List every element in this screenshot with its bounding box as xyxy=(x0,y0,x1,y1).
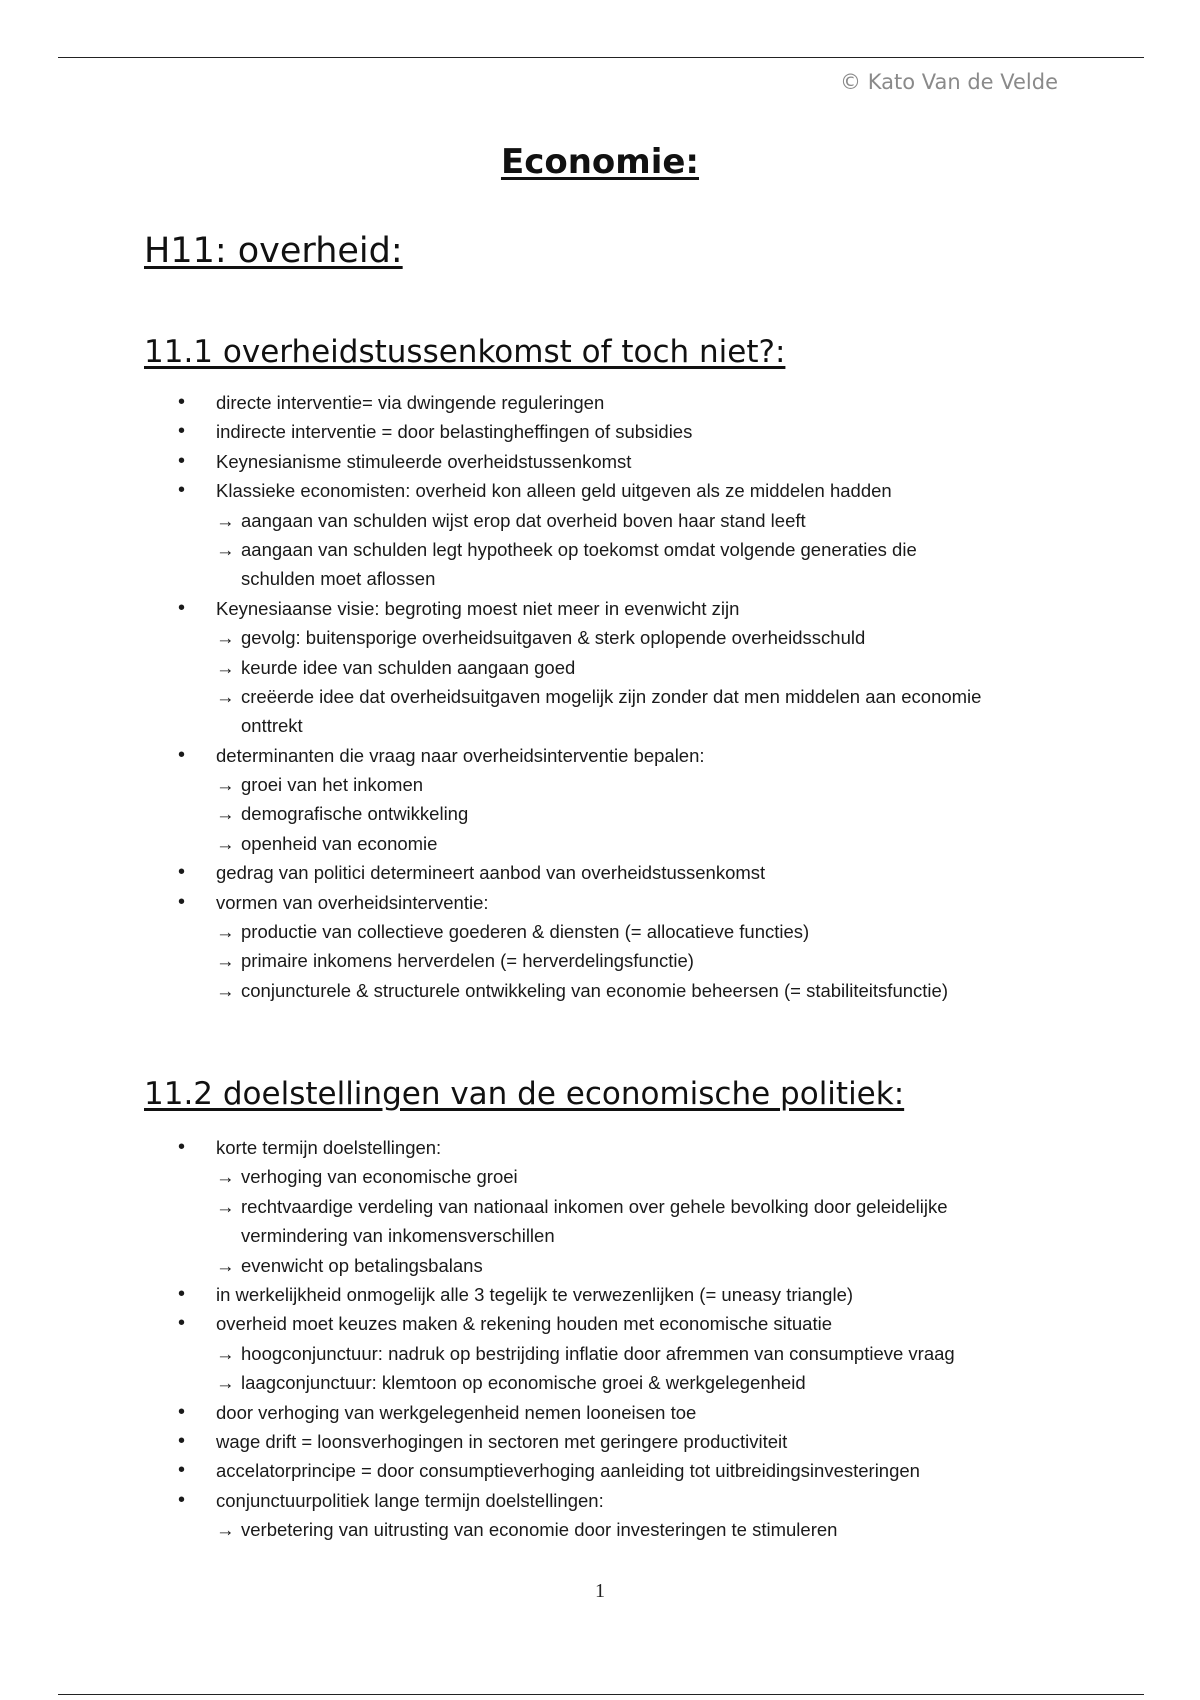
arrow-icon: → xyxy=(216,538,235,560)
arrow-item-text: verhoging van economische groei xyxy=(241,1166,518,1188)
bullet-item: • korte termijn doelstellingen: xyxy=(174,1133,1074,1162)
footer-rule xyxy=(58,1694,1144,1695)
bullet-item: • directe interventie= via dwingende reguleringen xyxy=(174,388,1074,417)
arrow-icon: → xyxy=(216,509,235,531)
arrow-icon: → xyxy=(216,832,235,854)
arrow-item-text: hoogconjunctuur: nadruk op bestrijding inflatie door afremmen van consumptieve vraag xyxy=(241,1342,955,1364)
arrow-item-text: creëerde idee dat overheidsuitgaven mogelijk zijn zonder dat men middelen aan economie xyxy=(241,685,982,707)
arrow-icon: → xyxy=(216,1195,235,1217)
arrow-item-text: gevolg: buitensporige overheidsuitgaven & sterk oplopende overheidsschuld xyxy=(241,627,866,649)
arrow-icon: → xyxy=(216,1519,235,1541)
bullet-item: • Klassieke economisten: overheid kon alleen geld uitgeven als ze middelen hadden xyxy=(174,476,1074,505)
arrow-item xyxy=(174,917,1074,946)
arrow-item xyxy=(174,535,1074,564)
arrow-item-text: conjuncturele & structurele ontwikkeling van economie beheersen (= stabiliteitsfunctie) xyxy=(241,979,948,1001)
bullet-item: • in werkelijkheid onmogelijk alle 3 tegelijk te verwezenlijken (= uneasy triangle) xyxy=(174,1280,1074,1309)
arrow-item xyxy=(174,1368,1074,1397)
arrow-item-text: evenwicht op betalingsbalans xyxy=(241,1254,483,1276)
page-number: 1 xyxy=(595,1580,605,1602)
bullet-item: • determinanten die vraag naar overheidsinterventie bepalen: xyxy=(174,741,1074,770)
bullet-item: • Keynesianisme stimuleerde overheidstussenkomst xyxy=(174,447,1074,476)
arrow-item-text: groei van het inkomen xyxy=(241,774,424,796)
arrow-item xyxy=(174,1251,1074,1280)
arrow-icon: → xyxy=(216,656,235,678)
arrow-icon: → xyxy=(216,1372,235,1394)
bullet-item: • conjunctuurpolitiek lange termijn doelstellingen: xyxy=(174,1486,1074,1515)
arrow-item xyxy=(174,976,1074,1005)
arrow-item-text: openheid van economie xyxy=(241,832,438,854)
arrow-item xyxy=(174,623,1074,652)
arrow-icon: → xyxy=(216,803,235,825)
continuation-line: onttrekt xyxy=(241,715,303,737)
continuation-line: schulden moet aflossen xyxy=(241,568,436,590)
arrow-icon: → xyxy=(216,979,235,1001)
arrow-item xyxy=(174,1162,1074,1191)
arrow-icon: → xyxy=(216,1342,235,1364)
section-heading-11-1: 11.1 overheidstussenkomst of toch niet?: xyxy=(144,334,786,370)
section-11-1-list xyxy=(174,388,1074,1005)
document-title: Economie: xyxy=(500,142,700,182)
section-heading-11-2: 11.2 doelstellingen van de economische politiek: xyxy=(144,1076,905,1112)
bullet-item: • door verhoging van werkgelegenheid nemen looneisen toe xyxy=(174,1398,1074,1427)
arrow-item xyxy=(174,1192,1074,1221)
arrow-item-text: keurde idee van schulden aangaan goed xyxy=(241,656,576,678)
header-rule xyxy=(58,57,1144,58)
section-11-2-list xyxy=(174,1133,1074,1544)
bullet-item: • Keynesiaanse visie: begroting moest niet meer in evenwicht zijn xyxy=(174,594,1074,623)
arrow-icon: → xyxy=(216,950,235,972)
arrow-item xyxy=(174,682,1074,711)
arrow-item-text: demografische ontwikkeling xyxy=(241,803,469,825)
arrow-item-text: laagconjunctuur: klemtoon op economische groei & werkgelegenheid xyxy=(241,1372,806,1394)
arrow-item xyxy=(174,829,1074,858)
bullet-item: • gedrag van politici determineert aanbod van overheidstussenkomst xyxy=(174,858,1074,887)
arrow-item xyxy=(174,506,1074,535)
arrow-item xyxy=(174,1515,1074,1544)
arrow-icon: → xyxy=(216,1254,235,1276)
arrow-item xyxy=(174,653,1074,682)
arrow-item-text: rechtvaardige verdeling van nationaal inkomen over gehele bevolking door geleidelijke xyxy=(241,1195,948,1217)
arrow-item xyxy=(174,799,1074,828)
bullet-item: • wage drift = loonsverhogingen in sectoren met geringere productiviteit xyxy=(174,1427,1074,1456)
arrow-icon: → xyxy=(216,627,235,649)
arrow-item-text: primaire inkomens herverdelen (= herverdelingsfunctie) xyxy=(241,950,694,972)
continuation-line: vermindering van inkomensverschillen xyxy=(241,1225,555,1247)
chapter-heading: H11: overheid: xyxy=(144,231,403,271)
arrow-item xyxy=(174,1339,1074,1368)
copyright-notice: © Kato Van de Velde xyxy=(840,70,1058,94)
arrow-item-text: verbetering van uitrusting van economie door investeringen te stimuleren xyxy=(241,1519,838,1541)
arrow-icon: → xyxy=(216,774,235,796)
arrow-item xyxy=(174,770,1074,799)
bullet-item: • overheid moet keuzes maken & rekening houden met economische situatie xyxy=(174,1309,1074,1338)
arrow-icon: → xyxy=(216,1166,235,1188)
arrow-item-text: aangaan van schulden wijst erop dat overheid boven haar stand leeft xyxy=(241,509,806,531)
arrow-item xyxy=(174,946,1074,975)
bullet-item: • vormen van overheidsinterventie: xyxy=(174,888,1074,917)
bullet-item: • indirecte interventie = door belastingheffingen of subsidies xyxy=(174,417,1074,446)
arrow-icon: → xyxy=(216,921,235,943)
arrow-item-text: aangaan van schulden legt hypotheek op toekomst omdat volgende generaties die xyxy=(241,538,917,560)
arrow-icon: → xyxy=(216,685,235,707)
arrow-item-text: productie van collectieve goederen & diensten (= allocatieve functies) xyxy=(241,921,810,943)
bullet-item: • accelatorprincipe = door consumptieverhoging aanleiding tot uitbreidingsinvesteringen xyxy=(174,1456,1074,1485)
